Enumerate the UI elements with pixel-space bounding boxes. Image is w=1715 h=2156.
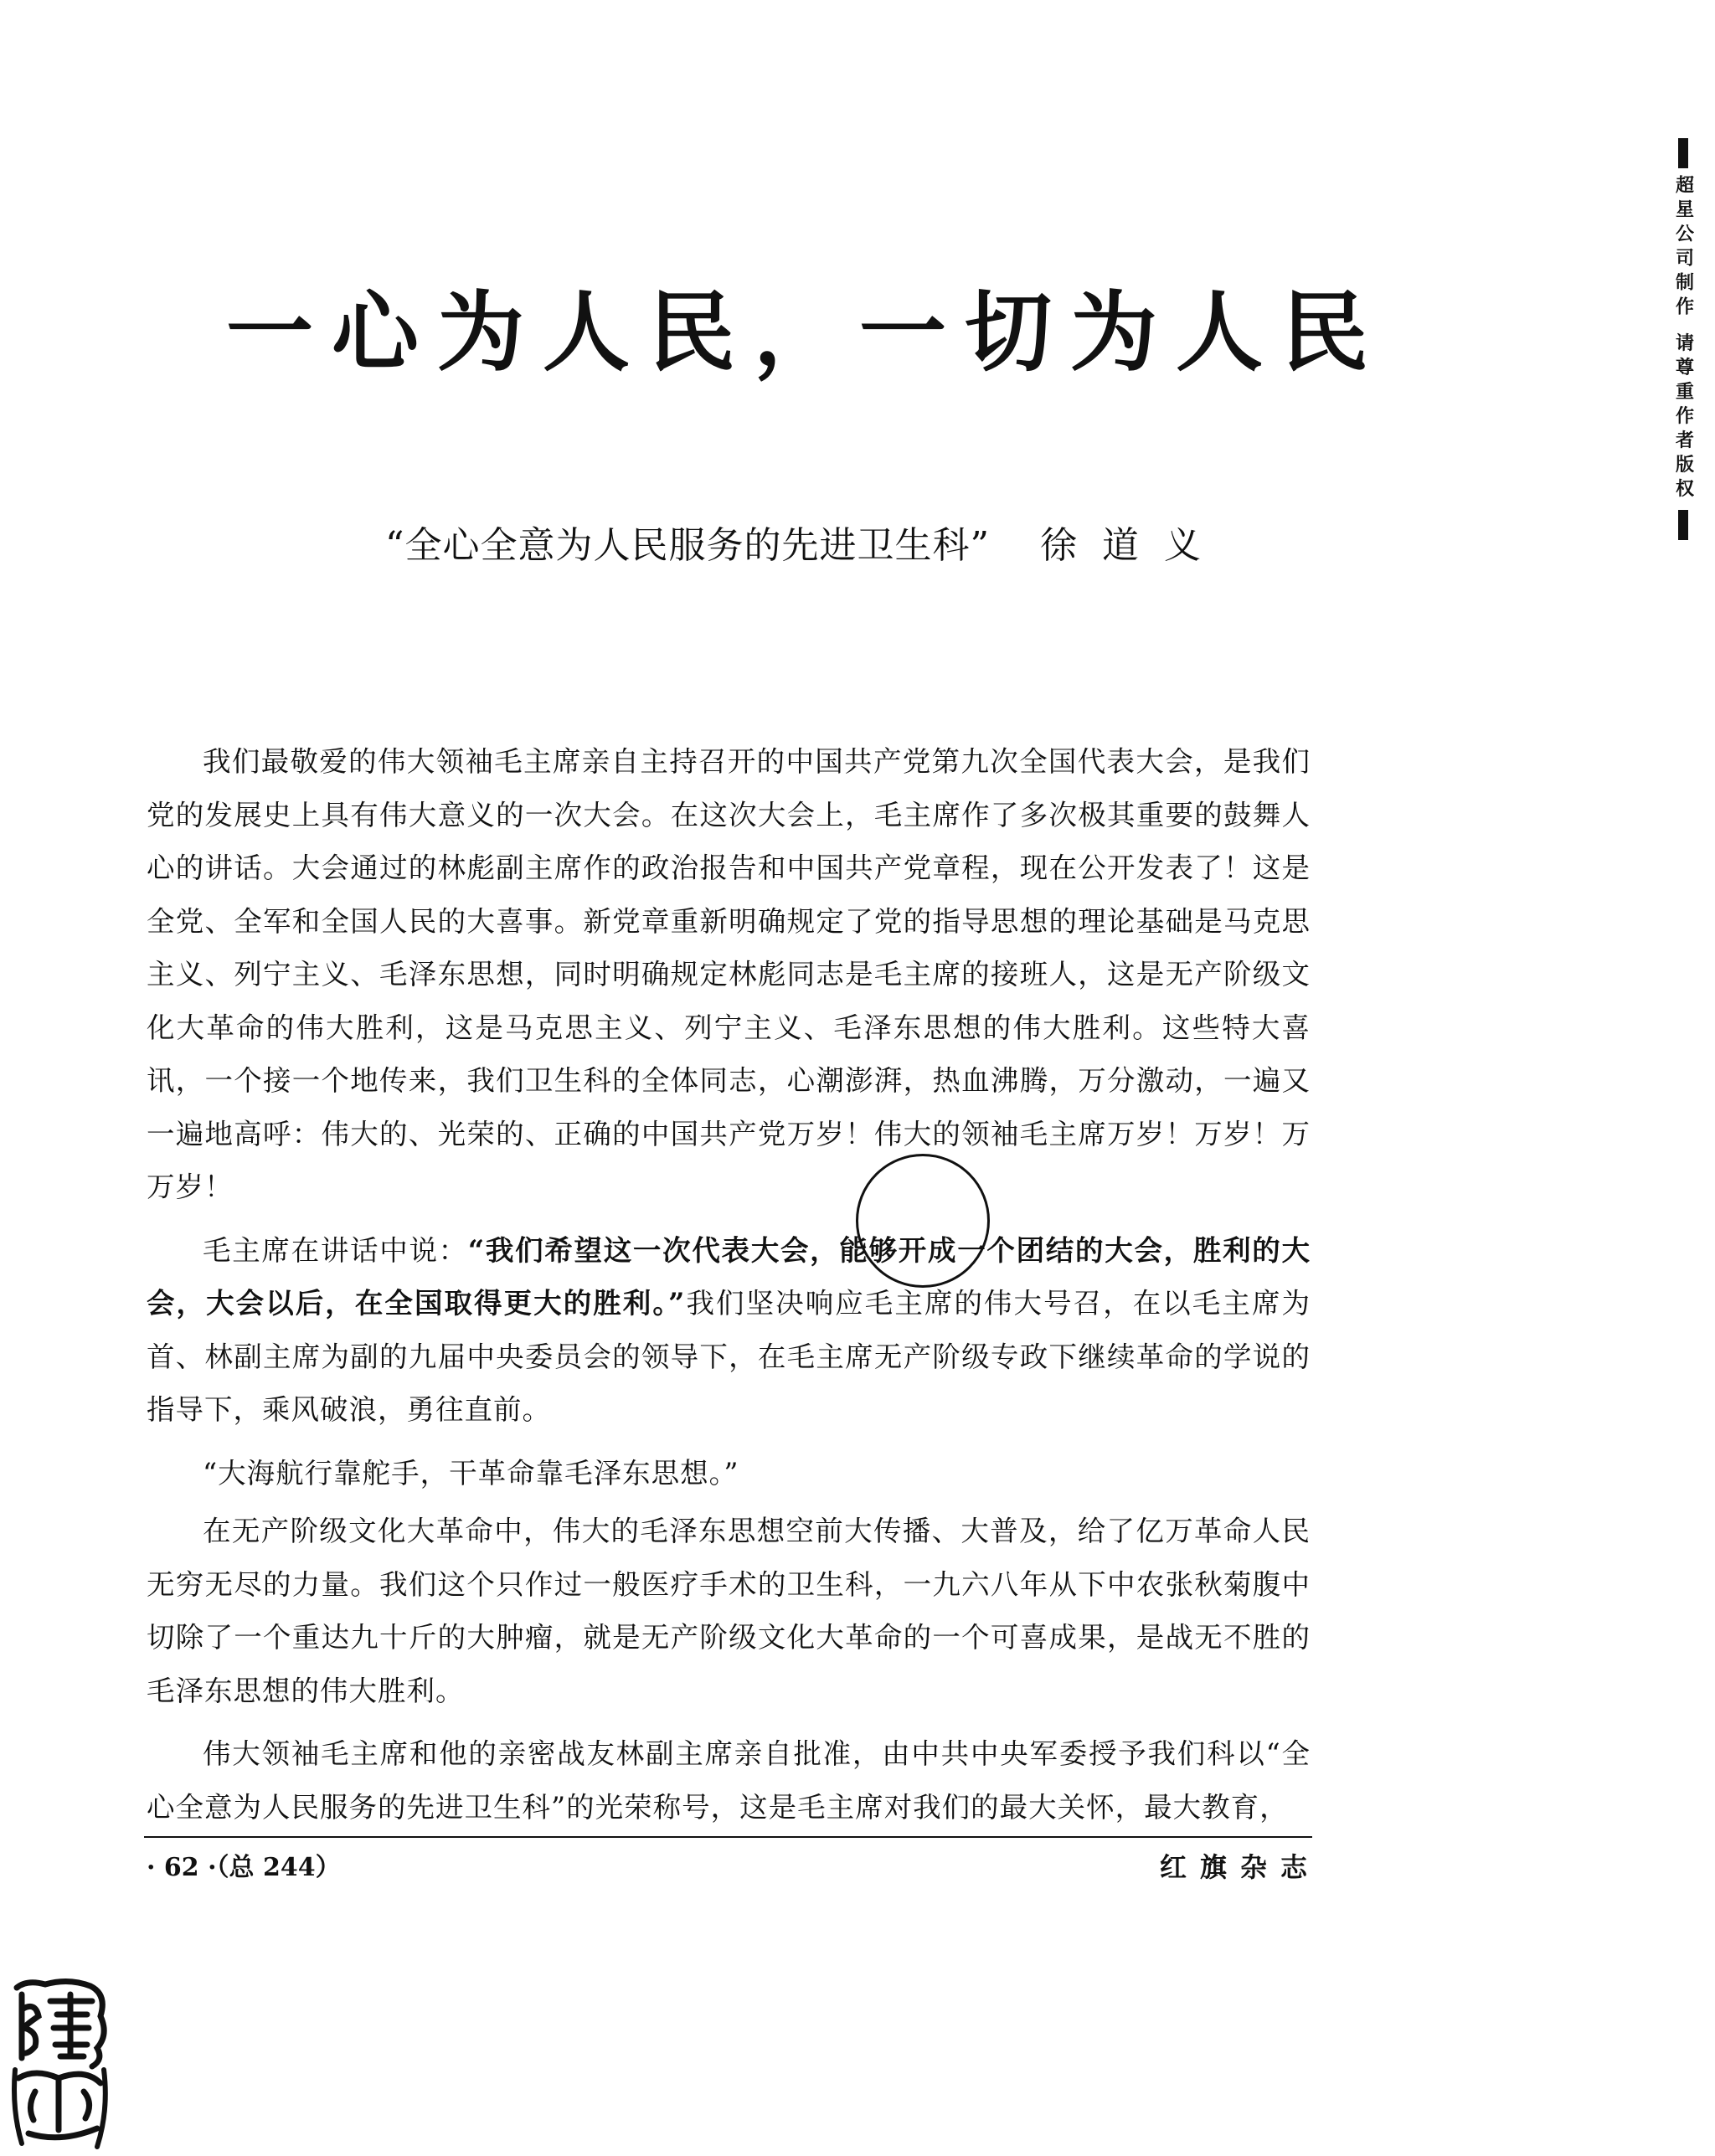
journal-name: 红旗杂志: [1160, 1851, 1321, 1883]
byline-author: 徐道义: [1040, 524, 1226, 567]
notice-bar-top: [1678, 138, 1688, 168]
page-number: · 62 ·（总 244）: [147, 1853, 341, 1882]
circle-ink-mark: [856, 1154, 990, 1288]
paragraph-3-slogan: “大海航行靠舵手，干革命靠毛泽东思想。”: [203, 1456, 739, 1490]
collector-seal-icon: [10, 1976, 111, 2152]
paragraph-5: 伟大领袖毛主席和他的亲密战友林副主席亲自批准，由中共中央军委授予我们科以“全心全意为人民服务的先进卫生科”的光荣称号，这是毛主席对我们的最大关怀，最大教育，: [147, 1737, 1311, 1824]
paragraph-2: [147, 1224, 1311, 1437]
copyright-notice: [1666, 138, 1700, 540]
paragraph-4: 在无产阶级文化大革命中，伟大的毛泽东思想空前大传播、大普及，给了亿万革命人民无穷无尽的力量。我们这个只作过一般医疗手术的卫生科，一九六八年从下中农张秋菊腹中切除了一个重达九十斤的大肿瘤，就是无产阶级文化大革命的一个可喜成果，是战无不胜的毛泽东思想的伟大胜利。: [147, 1515, 1311, 1707]
footer-rule: [144, 1836, 1312, 1838]
paragraph-2-rest: 我们坚决响应毛主席的伟大号召，在以毛主席为首、林副主席为副的九届中央委员会的领导下，在毛主席无产阶级专政下继续革命的学说的指导下，乘风破浪，勇往直前。: [147, 1287, 1311, 1426]
copyright-notice-text: 超星公司制作 请尊重作者版权: [1672, 175, 1694, 503]
notice-bar-bottom: [1678, 510, 1688, 540]
paragraph-1: 我们最敬爱的伟大领袖毛主席亲自主持召开的中国共产党第九次全国代表大会，是我们党的发展史上具有伟大意义的一次大会。在这次大会上，毛主席作了多次极其重要的鼓舞人心的讲话。大会通过的林彪副主席作的政治报告和中国共产党章程，现在公开发表了！这是全党、全军和全国人民的大喜事。新党章重新明确规定了党的指导思想的理论基础是马克思主义、列宁主义、毛泽东思想，同时明确规定林彪同志是毛主席的接班人，这是无产阶级文化大革命的伟大胜利，这是马克思主义、列宁主义、毛泽东思想的伟大胜利。这些特大喜讯，一个接一个地传来，我们卫生科的全体同志，心潮澎湃，热血沸腾，万分激动，一遍又一遍地高呼：伟大的、光荣的、正确的中国共产党万岁！伟大的领袖毛主席万岁！万岁！万万岁！: [147, 745, 1311, 1203]
byline-unit: “全心全意为人民服务的先进卫生科”: [385, 524, 990, 567]
article-title: 一心为人民，一切为人民: [226, 280, 1388, 383]
paragraph-2-lead: 毛主席在讲话中说：: [203, 1233, 468, 1267]
byline: [385, 524, 1226, 567]
article-body: [147, 735, 1311, 1844]
chairman-quote: “我们希望这一次代表大会，能够开成一个团结的大会，胜利的大会，大会以后，在全国取得更大的胜利。”: [147, 1233, 1311, 1320]
